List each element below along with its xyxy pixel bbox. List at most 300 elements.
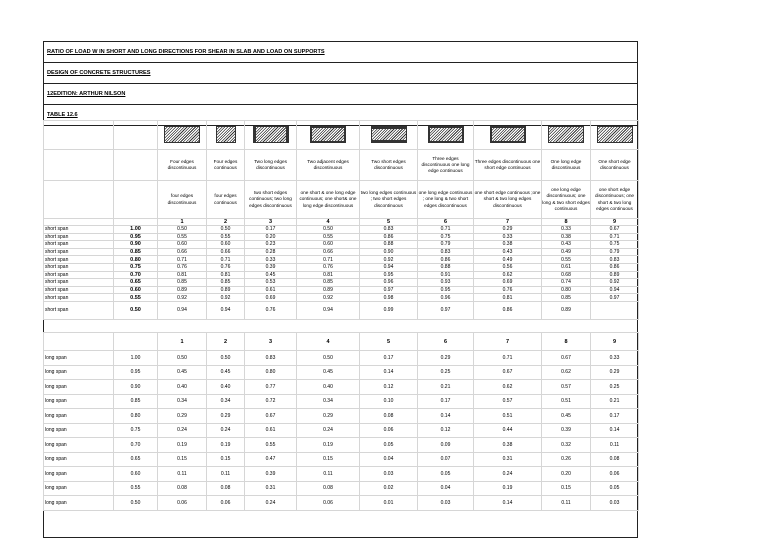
coefficient-cell: 0.29 [474, 226, 542, 234]
coefficient-cell: 0.55 [297, 233, 360, 241]
case-number: 9 [591, 333, 639, 351]
coefficient-cell: 0.80 [542, 286, 591, 294]
span-ratio: 1.00 [114, 351, 158, 366]
row-label: long span [44, 481, 114, 496]
coefficient-cell: 0.33 [474, 233, 542, 241]
coefficient-cell: 0.39 [245, 263, 297, 271]
coefficient-cell: 0.81 [297, 271, 360, 279]
case-icon-cell [297, 121, 360, 150]
coefficient-cell: 0.98 [360, 294, 418, 302]
coefficient-cell: 0.17 [418, 394, 474, 409]
edge-condition: one long edge discontinuous; one long & two short edges continuous [542, 181, 591, 219]
case-number: 3 [245, 333, 297, 351]
coefficient-cell: 0.89 [207, 286, 245, 294]
row-label: long span [44, 496, 114, 511]
coefficient-cell: 0.50 [207, 226, 245, 234]
coefficient-cell: 0.08 [360, 409, 418, 424]
case-description: One short edge discontinuous [591, 150, 639, 181]
case-number: 6 [418, 333, 474, 351]
coefficient-cell: 0.94 [360, 263, 418, 271]
row-label: long span [44, 409, 114, 424]
coefficient-cell: 0.96 [360, 279, 418, 287]
coefficient-cell: 0.89 [158, 286, 207, 294]
case-number: 9 [591, 219, 639, 226]
span-ratio: 0.65 [114, 452, 158, 467]
coefficient-cell: 0.92 [591, 279, 639, 287]
span-ratio: 0.80 [114, 409, 158, 424]
edge-condition: one short edge discontinuous; one short & two long edges continuous [591, 181, 639, 219]
blank-cell [114, 333, 158, 351]
row-label: long span [44, 365, 114, 380]
coefficient-cell: 0.60 [158, 241, 207, 249]
coefficient-cell: 0.67 [474, 365, 542, 380]
coefficient-cell: 0.71 [591, 233, 639, 241]
case-number: 2 [207, 219, 245, 226]
case-number: 3 [245, 219, 297, 226]
edge-condition: four edges discontinuous [158, 181, 207, 219]
long-span-row [44, 438, 639, 453]
coefficient-cell: 0.55 [158, 233, 207, 241]
coefficient-cell: 0.95 [360, 271, 418, 279]
coefficient-cell: 0.39 [542, 423, 591, 438]
coefficient-cell: 0.81 [158, 271, 207, 279]
row-label: long span [44, 380, 114, 395]
coefficient-cell: 0.55 [542, 256, 591, 264]
coefficient-cell: 0.61 [542, 263, 591, 271]
coefficient-cell: 0.11 [591, 438, 639, 453]
row-label: short span [44, 294, 114, 302]
coefficient-cell: 0.24 [474, 467, 542, 482]
row-label: short span [44, 301, 114, 319]
coefficient-cell: 0.43 [542, 241, 591, 249]
coefficient-cell: 0.57 [542, 380, 591, 395]
coefficient-cell: 0.14 [474, 496, 542, 511]
case-number: 1 [158, 219, 207, 226]
span-ratio: 0.80 [114, 256, 158, 264]
coefficient-cell: 0.88 [360, 241, 418, 249]
edition-row: 12EDITION: ARTHUR NILSON [43, 83, 638, 104]
coefficient-cell: 0.60 [207, 241, 245, 249]
coefficient-cell: 0.34 [297, 394, 360, 409]
coefficient-cell: 0.71 [297, 256, 360, 264]
coefficient-cell: 0.49 [474, 256, 542, 264]
coefficient-cell: 0.11 [207, 467, 245, 482]
coefficient-cell: 0.21 [591, 394, 639, 409]
slab-diagram-icon [216, 126, 236, 143]
coefficient-cell: 0.97 [418, 301, 474, 319]
coefficient-cell: 0.74 [542, 279, 591, 287]
case-icon-cell [207, 121, 245, 150]
coefficient-cell: 0.34 [207, 394, 245, 409]
short-span-row [44, 248, 639, 256]
row-label: short span [44, 271, 114, 279]
blank-cell [114, 121, 158, 150]
coefficient-cell: 0.01 [360, 496, 418, 511]
coefficient-cell: 0.66 [158, 248, 207, 256]
coefficient-cell: 0.61 [245, 423, 297, 438]
short-span-row [44, 279, 639, 287]
blank-cell [44, 121, 114, 150]
coefficient-cell: 0.92 [360, 256, 418, 264]
short-span-row [44, 294, 639, 302]
coefficient-cell: 0.83 [591, 256, 639, 264]
coefficient-cell: 0.17 [360, 351, 418, 366]
long-span-row [44, 467, 639, 482]
span-ratio: 0.95 [114, 233, 158, 241]
coefficient-cell: 0.51 [542, 394, 591, 409]
coefficient-cell: 0.24 [207, 423, 245, 438]
coefficient-cell: 0.21 [418, 380, 474, 395]
coefficient-cell: 0.09 [418, 438, 474, 453]
coefficient-cell: 0.43 [474, 248, 542, 256]
span-ratio: 0.95 [114, 365, 158, 380]
coefficient-cell: 0.91 [418, 271, 474, 279]
coefficient-cell: 0.62 [474, 271, 542, 279]
coefficient-cell: 0.92 [158, 294, 207, 302]
coefficient-cell: 0.94 [591, 286, 639, 294]
coefficient-cell: 0.85 [297, 279, 360, 287]
coefficient-cell: 0.86 [591, 263, 639, 271]
long-span-row [44, 409, 639, 424]
coefficient-cell: 0.06 [360, 423, 418, 438]
coefficient-cell: 0.33 [591, 351, 639, 366]
coefficient-cell: 0.40 [297, 380, 360, 395]
coefficient-cell: 0.67 [542, 351, 591, 366]
coefficient-cell: 0.17 [591, 409, 639, 424]
coefficient-cell: 0.12 [418, 423, 474, 438]
span-ratio: 0.90 [114, 380, 158, 395]
case-number: 2 [207, 333, 245, 351]
coefficient-cell: 0.19 [474, 481, 542, 496]
coefficient-cell: 0.61 [245, 286, 297, 294]
coefficient-cell: 0.71 [474, 351, 542, 366]
case-number: 7 [474, 219, 542, 226]
short-span-row [44, 241, 639, 249]
short-span-row [44, 233, 639, 241]
case-description: Four edges discontinuous [158, 150, 207, 181]
coefficient-cell: 0.08 [297, 481, 360, 496]
coefficient-cell: 0.11 [542, 496, 591, 511]
short-span-row [44, 271, 639, 279]
span-ratio: 0.55 [114, 294, 158, 302]
title-row: RATIO OF LOAD W IN SHORT AND LONG DIRECTIONS FOR SHEAR IN SLAB AND LOAD ON SUPPORTS [43, 41, 638, 62]
case-description: Two short edges discontinuous [360, 150, 418, 181]
row-label: long span [44, 423, 114, 438]
coefficient-cell: 0.60 [297, 241, 360, 249]
short-span-row [44, 286, 639, 294]
case-number: 8 [542, 333, 591, 351]
row-label: short span [44, 279, 114, 287]
long-span-row [44, 496, 639, 511]
edge-condition: one long edge continuous ; one long & two short edges discontinuous [418, 181, 474, 219]
coefficient-cell: 0.33 [245, 256, 297, 264]
coefficient-cell: 0.29 [158, 409, 207, 424]
blank-cell [114, 219, 158, 226]
span-ratio: 0.75 [114, 263, 158, 271]
coefficient-cell: 0.92 [207, 294, 245, 302]
coefficient-cell: 0.97 [360, 286, 418, 294]
coefficient-cell: 0.24 [297, 423, 360, 438]
coefficient-cell: 0.24 [158, 423, 207, 438]
coefficient-cell: 0.62 [474, 380, 542, 395]
coefficient-cell: 0.76 [158, 263, 207, 271]
coefficient-cell: 0.32 [542, 438, 591, 453]
coefficient-cell: 0.55 [245, 438, 297, 453]
long-span-row [44, 423, 639, 438]
case-number: 8 [542, 219, 591, 226]
coefficient-cell: 0.38 [474, 241, 542, 249]
slab-diagram-icon [253, 126, 289, 143]
coefficient-cell: 0.50 [297, 351, 360, 366]
coefficient-cell: 0.19 [297, 438, 360, 453]
coefficient-cell: 0.89 [591, 271, 639, 279]
coefficient-cell: 0.57 [474, 394, 542, 409]
row-label: short span [44, 286, 114, 294]
coefficient-cell: 0.05 [360, 438, 418, 453]
edge-condition: one short & one long edge continuous; one short& one long edge discontinuous [297, 181, 360, 219]
short-span-row [44, 301, 639, 319]
coefficient-cell: 0.86 [360, 233, 418, 241]
blank-cell [44, 150, 114, 181]
coefficient-cell: 0.89 [297, 286, 360, 294]
description-row [44, 150, 639, 181]
case-description: Three edges discontinuous one short edge continuous [474, 150, 542, 181]
row-label: long span [44, 394, 114, 409]
coefficient-cell: 0.50 [158, 351, 207, 366]
coefficient-cell: 0.08 [158, 481, 207, 496]
edge-condition: two long edges continuous ; two short edges discontinuous [360, 181, 418, 219]
span-ratio: 0.60 [114, 286, 158, 294]
coefficient-cell: 0.83 [360, 226, 418, 234]
coefficient-cell: 0.20 [245, 233, 297, 241]
coefficient-cell: 0.08 [207, 481, 245, 496]
coefficient-cell: 0.06 [297, 496, 360, 511]
coefficient-cell: 0.50 [297, 226, 360, 234]
coefficient-cell: 0.85 [207, 279, 245, 287]
coefficient-cell: 0.76 [245, 301, 297, 319]
coefficient-cell: 0.62 [542, 365, 591, 380]
long-span-row [44, 380, 639, 395]
long-span-row [44, 351, 639, 366]
coefficient-cell: 0.69 [474, 279, 542, 287]
coefficient-cell: 0.31 [245, 481, 297, 496]
coefficient-cell: 0.66 [207, 248, 245, 256]
coefficient-cell: 0.69 [245, 294, 297, 302]
coefficient-cell: 0.10 [360, 394, 418, 409]
coefficient-cell: 0.71 [207, 256, 245, 264]
blank-cell [44, 181, 114, 219]
row-label: short span [44, 248, 114, 256]
span-ratio: 0.50 [114, 496, 158, 511]
coefficient-cell: 0.15 [207, 452, 245, 467]
coefficient-cell: 0.77 [245, 380, 297, 395]
coefficient-cell: 0.92 [297, 294, 360, 302]
coefficient-cell: 0.94 [297, 301, 360, 319]
case-number-row [44, 219, 639, 226]
coefficient-cell: 0.15 [297, 452, 360, 467]
coefficient-cell: 0.11 [158, 467, 207, 482]
coefficient-cell: 0.20 [542, 467, 591, 482]
coefficient-cell: 0.90 [360, 248, 418, 256]
case-icon-cell [474, 121, 542, 150]
coefficient-cell: 0.51 [474, 409, 542, 424]
coefficient-cell: 0.67 [245, 409, 297, 424]
coefficient-cell: 0.53 [245, 279, 297, 287]
span-ratio: 0.65 [114, 279, 158, 287]
coefficient-cell: 0.15 [158, 452, 207, 467]
case-description: Two long edges discontinuous [245, 150, 297, 181]
slab-diagram-icon [428, 126, 464, 143]
row-label: short span [44, 226, 114, 234]
coefficient-cell: 0.45 [245, 271, 297, 279]
blank-cell [114, 181, 158, 219]
coefficient-cell: 0.76 [297, 263, 360, 271]
coefficient-cell: 0.28 [245, 248, 297, 256]
case-icon-cell [245, 121, 297, 150]
coefficient-cell: 0.99 [360, 301, 418, 319]
coefficient-cell: 0.66 [297, 248, 360, 256]
coefficient-cell: 0.79 [591, 248, 639, 256]
coefficient-cell: 0.49 [542, 248, 591, 256]
coefficient-cell: 0.29 [207, 409, 245, 424]
slab-diagram-icon [490, 126, 526, 143]
short-span-table [43, 120, 639, 320]
case-icon-cell [158, 121, 207, 150]
span-ratio: 0.50 [114, 301, 158, 319]
table-label-row: TABLE 12.6 [43, 104, 638, 126]
coefficient-cell: 0.76 [474, 286, 542, 294]
span-ratio: 0.60 [114, 467, 158, 482]
coefficient-cell: 0.72 [245, 394, 297, 409]
short-span-row [44, 263, 639, 271]
icon-row [44, 121, 639, 150]
coefficient-cell: 0.34 [158, 394, 207, 409]
case-number: 4 [297, 219, 360, 226]
coefficient-cell: 0.17 [245, 226, 297, 234]
coefficient-cell: 0.14 [418, 409, 474, 424]
coefficient-cell: 0.86 [418, 256, 474, 264]
row-label: long span [44, 467, 114, 482]
case-number: 7 [474, 333, 542, 351]
coefficient-cell: 0.71 [158, 256, 207, 264]
long-span-row [44, 452, 639, 467]
coefficient-cell: 0.29 [297, 409, 360, 424]
coefficient-cell: 0.26 [542, 452, 591, 467]
span-ratio: 0.85 [114, 248, 158, 256]
edge-condition: four edges continuous [207, 181, 245, 219]
coefficient-cell: 0.40 [158, 380, 207, 395]
blank-cell [114, 150, 158, 181]
coefficient-cell: 0.50 [207, 351, 245, 366]
coefficient-cell: 0.03 [360, 467, 418, 482]
coefficient-cell: 0.38 [542, 233, 591, 241]
coefficient-cell: 0.23 [245, 241, 297, 249]
coefficient-cell: 0.50 [158, 226, 207, 234]
row-label: short span [44, 256, 114, 264]
coefficient-cell: 0.08 [591, 452, 639, 467]
span-ratio: 0.75 [114, 423, 158, 438]
edge-condition-row [44, 181, 639, 219]
coefficient-cell: 0.04 [418, 481, 474, 496]
case-number: 4 [297, 333, 360, 351]
case-number: 5 [360, 333, 418, 351]
case-description: Two adjacent edges discontinuous [297, 150, 360, 181]
coefficient-cell: 0.86 [474, 301, 542, 319]
coefficient-cell: 0.44 [474, 423, 542, 438]
row-label: long span [44, 351, 114, 366]
blank-cell [44, 219, 114, 226]
coefficient-cell: 0.14 [360, 365, 418, 380]
slab-diagram-icon [164, 126, 200, 143]
coefficient-cell: 0.07 [418, 452, 474, 467]
coefficient-cell: 0.45 [207, 365, 245, 380]
row-label: short span [44, 241, 114, 249]
coefficient-cell: 0.15 [542, 481, 591, 496]
coefficient-cell: 0.29 [591, 365, 639, 380]
row-label: short span [44, 263, 114, 271]
coefficient-cell: 0.05 [418, 467, 474, 482]
coefficient-cell: 0.71 [418, 226, 474, 234]
blank-cell [44, 333, 114, 351]
slab-diagram-icon [597, 126, 633, 143]
coefficient-cell: 0.03 [418, 496, 474, 511]
coefficient-cell: 0.14 [591, 423, 639, 438]
case-description: Three edges discontinuous one long edge continuous [418, 150, 474, 181]
edge-condition: one short edge continuous ;one short & two long edges discontinuous [474, 181, 542, 219]
coefficient-cell: 0.79 [418, 241, 474, 249]
coefficient-cell: 0.45 [297, 365, 360, 380]
span-ratio: 0.70 [114, 438, 158, 453]
span-ratio: 0.90 [114, 241, 158, 249]
coefficient-cell: 0.19 [207, 438, 245, 453]
coefficient-cell: 0.03 [591, 496, 639, 511]
long-span-row [44, 394, 639, 409]
case-icon-cell [360, 121, 418, 150]
coefficient-cell [591, 301, 639, 319]
coefficient-cell: 0.06 [591, 467, 639, 482]
short-span-row [44, 256, 639, 264]
row-label: long span [44, 452, 114, 467]
coefficient-cell: 0.85 [158, 279, 207, 287]
case-description: Four edges continuous [207, 150, 245, 181]
coefficient-cell: 0.31 [474, 452, 542, 467]
long-span-row [44, 365, 639, 380]
coefficient-cell: 0.45 [542, 409, 591, 424]
coefficient-cell: 0.11 [297, 467, 360, 482]
coefficient-cell: 0.25 [418, 365, 474, 380]
case-number: 5 [360, 219, 418, 226]
coefficient-cell: 0.88 [418, 263, 474, 271]
coefficient-cell: 0.81 [207, 271, 245, 279]
coefficient-cell: 0.68 [542, 271, 591, 279]
coefficient-cell: 0.83 [418, 248, 474, 256]
span-ratio: 1.00 [114, 226, 158, 234]
long-span-table [43, 332, 639, 511]
row-label: long span [44, 438, 114, 453]
slab-diagram-icon [371, 126, 407, 143]
coefficient-cell: 0.97 [591, 294, 639, 302]
coefficient-cell: 0.81 [474, 294, 542, 302]
span-ratio: 0.85 [114, 394, 158, 409]
coefficient-cell: 0.94 [158, 301, 207, 319]
subtitle-row: DESIGN OF CONCRETE STRUCTURES [43, 62, 638, 83]
case-icon-cell [418, 121, 474, 150]
coefficient-cell: 0.76 [207, 263, 245, 271]
coefficient-cell: 0.96 [418, 294, 474, 302]
coefficient-cell: 0.25 [591, 380, 639, 395]
coefficient-cell: 0.95 [418, 286, 474, 294]
coefficient-cell: 0.39 [245, 467, 297, 482]
